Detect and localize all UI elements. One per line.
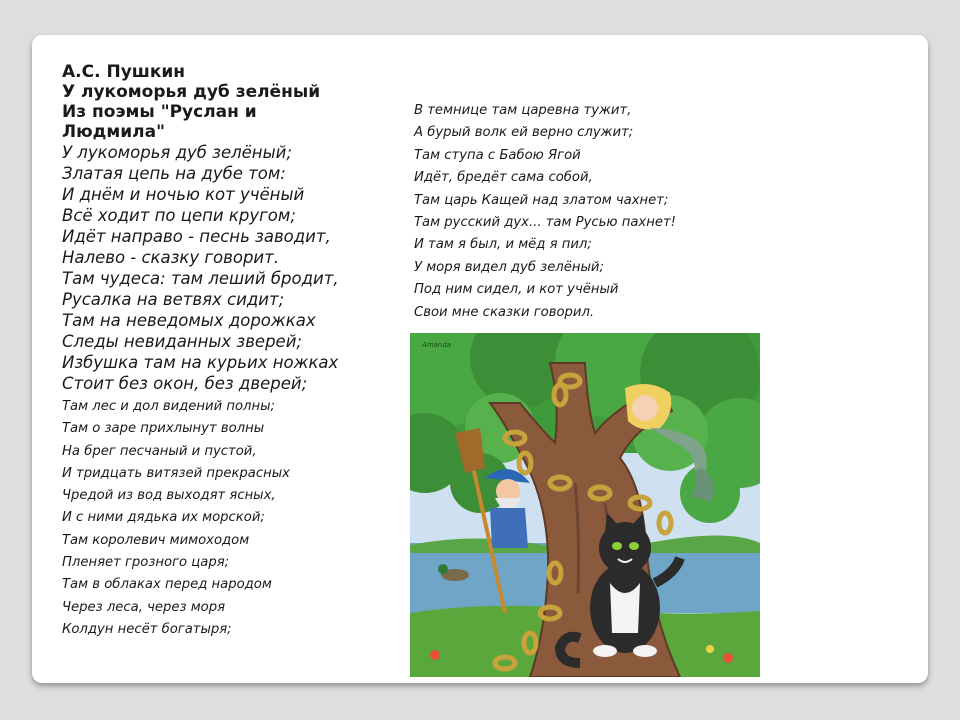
poem-small-stanza (62, 396, 392, 641)
illustrator-signature: Amanda (422, 341, 452, 349)
poem-line: И тридцать витязей прекрасных (62, 465, 290, 481)
poem-line: Там русский дух... там Русью пахнет! (414, 215, 676, 231)
right-column (414, 100, 744, 324)
poem-line: У лукоморья дуб зелёный; (62, 143, 292, 162)
poem-line: Русалка на ветвях сидит; (62, 290, 285, 309)
poem-line: Там королевич мимоходом (62, 532, 250, 548)
poem-line: Колдун несёт богатыря; (62, 621, 232, 637)
poem-line: Там чудеса: там леший бродит, (62, 269, 339, 288)
poem-line: А бурый волк ей верно служит; (414, 125, 634, 141)
poem-line: На брег песчаный и пустой, (62, 443, 257, 459)
poem-line: Идёт направо - песнь заводит, (62, 227, 331, 246)
poem-line: Там на неведомых дорожках (62, 311, 316, 330)
poem-line: Там царь Кащей над златом чахнет; (414, 192, 669, 208)
poem-line: Избушка там на курьих ножках (62, 353, 339, 372)
source-line-2: Людмила" (62, 122, 165, 142)
poem-line: Там лес и дол видений полны; (62, 399, 275, 414)
poem-line: В темнице там царевна тужит, (414, 103, 632, 118)
author-line: А.С. Пушкин (62, 62, 186, 82)
title-line: У лукоморья дуб зелёный (62, 82, 321, 102)
poem-line: У моря видел дуб зелёный; (414, 259, 604, 275)
oak-illustration (410, 333, 760, 677)
poem-line: Свои мне сказки говорил. (414, 304, 595, 320)
poem-line: Там ступа с Бабою Ягой (414, 147, 581, 163)
poem-line: И там я был, и мёд я пил; (414, 237, 592, 253)
poem-line: Налево - сказку говорит. (62, 248, 280, 267)
poem-line: И с ними дядька их морской; (62, 510, 265, 526)
poem-line: Чредой из вод выходят ясных, (62, 488, 276, 504)
poem-line: Идёт, бредёт сама собой, (414, 170, 593, 186)
poem-header (62, 62, 392, 142)
poem-line: Всё ходит по цепи кругом; (62, 206, 296, 225)
poem-line: Под ним сидел, и кот учёный (414, 282, 619, 298)
source-line-1: Из поэмы "Руслан и (62, 102, 257, 122)
poem-line: И днём и ночью кот учёный (62, 185, 305, 204)
poem-line: Там в облаках перед народом (62, 577, 272, 593)
poem-line: Через леса, через моря (62, 599, 226, 615)
poem-line: Пленяет грозного царя; (62, 555, 230, 571)
left-column (62, 62, 392, 641)
poem-line: Там о заре прихлынут волны (62, 421, 265, 437)
poem-large-stanza (62, 142, 392, 394)
poem-line: Златая цепь на дубе том: (62, 164, 286, 183)
poem-line: Следы невиданных зверей; (62, 332, 302, 351)
poem-line: Стоит без окон, без дверей; (62, 374, 308, 393)
